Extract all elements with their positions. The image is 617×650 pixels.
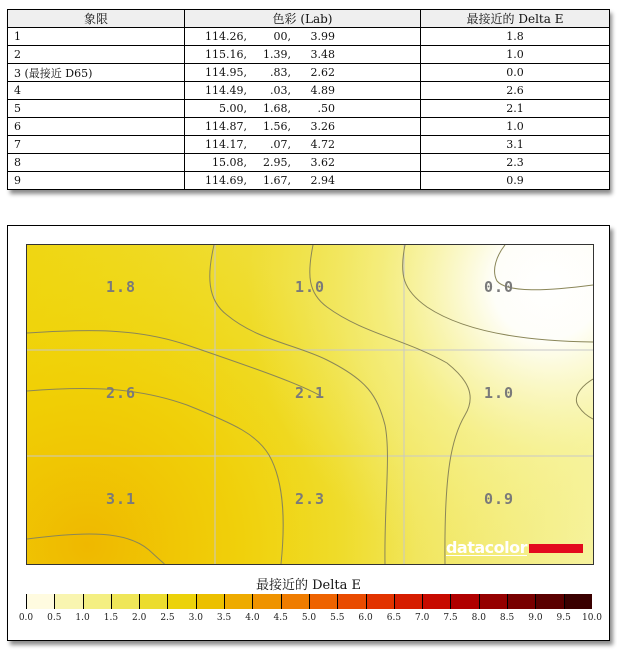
datacolor-wordmark: datacolor [445,538,527,557]
colorbar-segment [26,594,54,609]
lab-a: 00, [273,30,291,43]
delta-e-cell: 3.1 [421,136,610,154]
colorbar-tick: 5.0 [301,613,317,623]
table-row [8,64,610,82]
delta-e-cell: 2.6 [421,82,610,100]
colorbar-tick: 9.0 [528,613,543,623]
lab-cell [185,46,421,64]
lab-cell [185,82,421,100]
delta-e-cell: 2.1 [421,100,610,118]
lab-a: .07, [270,138,291,151]
table-row [8,82,610,100]
table-row [8,100,610,118]
lab-l: 114.69, [205,174,247,187]
table-row [8,118,610,136]
colorbar-tick: 8.5 [499,613,515,623]
uniformity-chart [7,225,610,641]
zone-cell: 3 (最接近 D65) [8,64,185,82]
lab-b: .50 [317,102,335,115]
lab-l: 114.26, [205,30,247,43]
lab-b: 2.94 [310,174,335,187]
lab-cell [185,64,421,82]
colorbar-segment [507,594,535,609]
zone-cell: 2 [8,46,185,64]
table-header-row [8,10,610,28]
delta-e-cell: 1.0 [421,118,610,136]
colorbar-segment [450,594,478,609]
colorbar-segment [83,594,111,609]
table-row [8,172,610,190]
zone-cell: 5 [8,100,185,118]
delta-e-cell: 0.9 [421,172,610,190]
lab-l: 114.49, [205,84,247,97]
lab-b: 3.99 [310,30,335,43]
lab-l: 115.16, [205,48,247,61]
colorbar-segment [337,594,365,609]
zone-cell: 8 [8,154,185,172]
delta-e-cell: 0.0 [421,64,610,82]
delta-e-cell: 2.3 [421,154,610,172]
lab-cell [185,172,421,190]
colorbar-tick: 8.0 [471,613,486,623]
zone-label-8: 2.3 [294,490,326,508]
lab-b: 3.48 [310,48,335,61]
lab-b: 3.62 [310,156,335,169]
zone-cell: 9 [8,172,185,190]
zone-label-5: 2.1 [294,384,326,402]
colorbar-segment [535,594,563,609]
zone-cell: 6 [8,118,185,136]
colorbar-segment [479,594,507,609]
zone-label-1: 1.8 [105,278,137,296]
colorbar-segment [196,594,224,609]
colorbar-tick: 10.0 [581,613,603,623]
colorbar-tick: 0.5 [47,613,62,623]
zone-cell: 1 [8,28,185,46]
lab-b: 4.72 [310,138,335,151]
lab-a: 2.95, [263,156,291,169]
table-row [8,154,610,172]
colorbar-tick: 3.0 [188,613,203,623]
colorbar-segment [111,594,139,609]
lab-l: 5.00, [219,102,247,115]
zone-label-9: 0.9 [483,490,515,508]
lab-b: 3.26 [310,120,335,133]
colorbar-segment [564,594,592,609]
colorbar-tick: 4.5 [273,613,288,623]
colorbar-segment [281,594,309,609]
lab-a: 1.39, [263,48,291,61]
table-row [8,136,610,154]
lab-l: 15.08, [212,156,247,169]
colorbar-tick: 6.0 [358,613,373,623]
header-delta-e: 最接近的 Delta E [421,10,610,28]
lab-a: 1.68, [263,102,291,115]
lab-a: .83, [270,66,291,79]
lab-a: 1.67, [263,174,291,187]
contour-plot [26,244,594,565]
lab-cell [185,118,421,136]
lab-l: 114.87, [205,120,247,133]
lab-l: 114.17, [205,138,247,151]
lab-cell [185,154,421,172]
lab-cell [185,100,421,118]
colorbar-tick: 4.0 [245,613,260,623]
lab-a: 1.56, [263,120,291,133]
colorbar-segment [224,594,252,609]
results-table [7,9,610,190]
datacolor-logo [446,540,583,556]
colorbar [26,594,592,609]
colorbar-tick-labels [18,613,603,625]
zone-label-2: 1.0 [294,278,326,296]
zone-label-4: 2.6 [105,384,137,402]
zone-label-3: 0.0 [483,278,515,296]
datacolor-red-bar [529,544,583,553]
colorbar-segment [394,594,422,609]
colorbar-tick: 6.5 [386,613,402,623]
header-zone: 象限 [8,10,185,28]
table-row [8,46,610,64]
colorbar-segment [252,594,280,609]
colorbar-segment [309,594,337,609]
lab-l: 114.95, [205,66,247,79]
header-lab: 色彩 (Lab) [185,10,421,28]
lab-a: .03, [270,84,291,97]
table-row [8,28,610,46]
colorbar-tick: 5.5 [330,613,345,623]
colorbar-tick: 2.5 [160,613,175,623]
lab-cell [185,28,421,46]
colorbar-tick: 3.5 [216,613,232,623]
colorbar-segment [422,594,450,609]
colorbar-tick: 2.0 [132,613,147,623]
zone-label-6: 1.0 [483,384,515,402]
lab-cell [185,136,421,154]
colorbar-segment [167,594,195,609]
colorbar-tick: 1.0 [75,613,90,623]
lab-b: 2.62 [310,66,335,79]
colorbar-segment [54,594,82,609]
legend-title: 最接近的 Delta E [255,578,361,593]
colorbar-tick: 7.5 [443,613,458,623]
colorbar-tick: 7.0 [415,613,430,623]
delta-e-cell: 1.8 [421,28,610,46]
colorbar-tick: 0.0 [18,613,34,623]
colorbar-tick: 9.5 [556,613,571,623]
zone-cell: 4 [8,82,185,100]
colorbar-segment [366,594,394,609]
colorbar-segment [139,594,167,609]
results-table-wrapper [7,9,609,190]
colorbar-tick: 1.5 [103,613,119,623]
lab-b: 4.89 [310,84,335,97]
zone-label-7: 3.1 [105,490,137,508]
delta-e-cell: 1.0 [421,46,610,64]
zone-cell: 7 [8,136,185,154]
